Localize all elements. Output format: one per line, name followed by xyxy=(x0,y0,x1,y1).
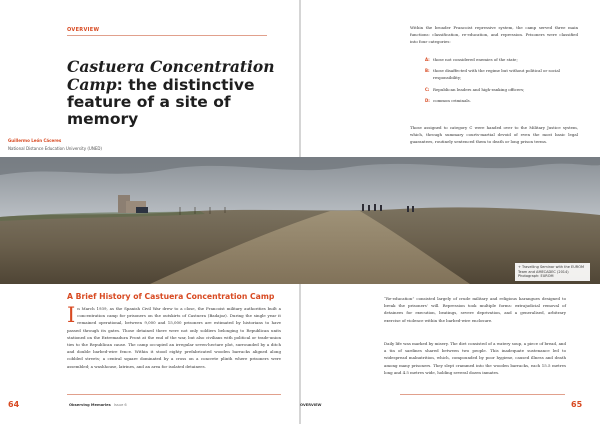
category-text: those not considered enemies of the state; xyxy=(433,57,518,62)
category-text: Republican leaders and high-ranking officers; xyxy=(433,86,525,92)
author-affiliation: National Distance Education University (UNED) xyxy=(8,146,102,151)
title-rest: : the distinctive feature of a site of memory xyxy=(67,76,255,128)
list-item xyxy=(425,67,579,81)
page-number-left: 64 xyxy=(8,400,20,409)
history-text: n March 1939, as the Spanish Civil War drew to a close, the Francoist military authorities built a concentration camp for prisoners on the outskirts of Castuera (Badajoz). During the single year it remained operational, between 9,000 and 15,000 prisoners are estimated by historians to have passed through its gates. Those detained there were not only soldiers belonging to Republican units stationed on the Extremadura Front at the end of the war, but also civilians with political or trade-union ties to the Republican cause. The camp occupied an irregular seven-hectare plot, surrounded by a ditch and double barbed-wire fence. Within it stood eighty prefabricated wooden barracks aligned along cobbled streets; a central square dominated by a cross on a concrete plinth where prisoners were assembled; a washhouse, latrines, and an area for isolated detainees. xyxy=(67,306,281,369)
military-justice-paragraph: Those assigned to category C were handed over to the Military Justice system, which, through summary courts-martial devoid of even the most basic legal guarantees, routinely sentenced them to death or long prison terms. xyxy=(410,125,578,145)
photo-caption: + Travelling Seminar with the EUROM Team and AMECADEC (2014) Photograph: EUROM xyxy=(515,263,590,281)
footer-section-tag: OVERVIEW xyxy=(300,403,322,407)
category-letter: A: xyxy=(425,57,430,62)
category-letter: B: xyxy=(425,68,430,74)
daily-life-paragraph: Daily life was marked by misery. The diet consisted of a watery soup, a piece of bread, and a tin of sardines shared between two people. This inadequate sustenance led to widespread malnutrition, which, compounded by poor hygiene, caused illness and death among many prisoners. They slept crammed into the wooden barracks, each 15.5 metres long and 4.5 metres wide, holding several dozen inmates. xyxy=(384,341,566,375)
list-item xyxy=(425,86,579,93)
article-title xyxy=(67,58,282,128)
header-rule xyxy=(67,35,267,36)
author-name: Guillermo León Cáceres xyxy=(8,138,62,143)
history-body xyxy=(67,305,281,370)
intro-paragraph: Within the broader Francoist repressive system, the camp served three main functions: classification, re-education, and repression. Prisoners were classified into four categories: xyxy=(410,25,578,45)
panorama-photo xyxy=(0,157,600,284)
panorama-image xyxy=(0,157,600,284)
reeducation-paragraph: “Re-education” consisted largely of crude military and religious harangues designed to break the prisoners’ will. Repression took multiple forms: extrajudicial removal of detainees for execution, beatings, severe deprivation, and a generalised, arbitrary exercise of violence within the barbed-wire enclosure. xyxy=(384,296,566,323)
page-number-right: 65 xyxy=(571,400,583,409)
journal-name: Observing Memories xyxy=(69,403,111,407)
category-text: those disaffected with the regime but without political or social responsibility; xyxy=(433,68,560,81)
category-list xyxy=(425,56,579,108)
issue-number: Issue 6 xyxy=(114,403,127,407)
section-tag: OVERVIEW xyxy=(67,27,100,33)
history-heading: A Brief History of Castuera Concentration Camp xyxy=(67,292,275,301)
footer-rule-right xyxy=(400,394,565,395)
category-letter: C: xyxy=(425,86,430,92)
footer-rule-left xyxy=(67,394,281,395)
category-letter: D: xyxy=(425,97,430,103)
parked-car xyxy=(136,207,148,213)
list-item xyxy=(425,56,579,63)
list-item xyxy=(425,97,579,104)
drop-cap: I xyxy=(67,303,76,327)
category-text: common criminals. xyxy=(433,97,471,103)
title-italic: Castuera Concentration Camp xyxy=(67,57,275,94)
